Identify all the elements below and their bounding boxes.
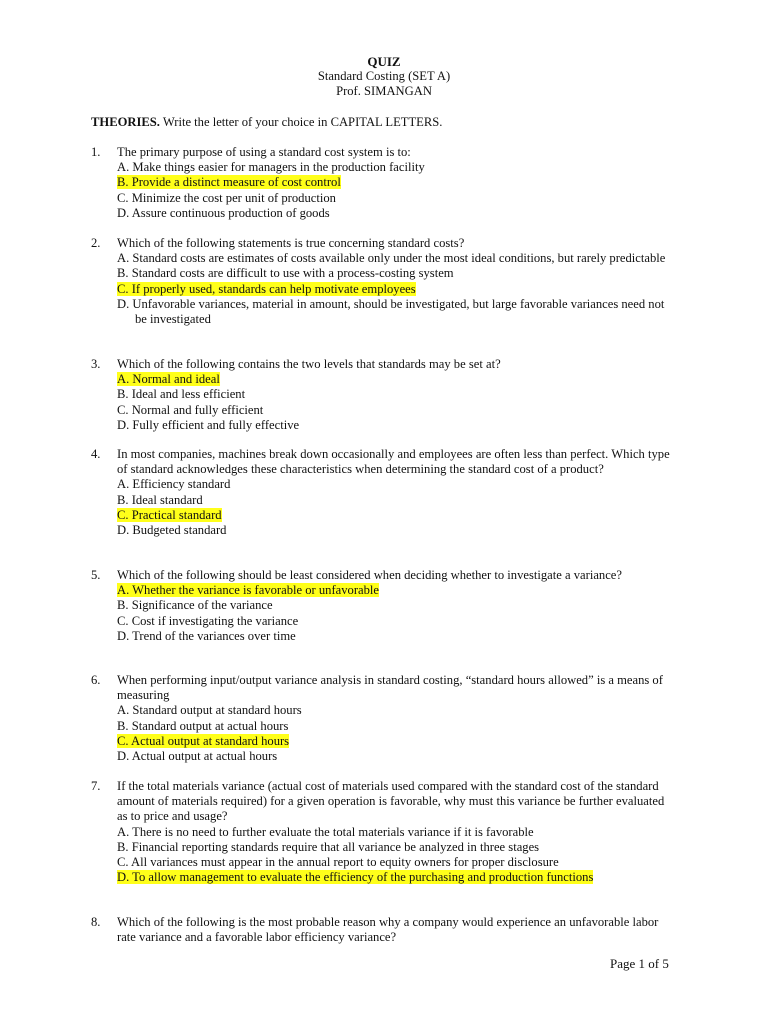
question-stem: Which of the following contains the two levels that standards may be set at? [117, 357, 501, 371]
answer-option-text: A. Efficiency standard [117, 477, 231, 492]
answer-option-text: D. Budgeted standard [117, 523, 227, 538]
answer-option [117, 855, 676, 870]
answer-option-text: C. Cost if investigating the variance [117, 613, 299, 628]
answer-option [117, 175, 676, 190]
answer-option-text: B. Significance of the variance [117, 598, 273, 613]
answer-option-text: C. Normal and fully efficient [117, 402, 264, 417]
answer-option-text: A. Standard costs are estimates of costs available only under the most ideal conditions, but rarely predictable [117, 251, 666, 266]
answer-option [117, 719, 676, 734]
answer-option [117, 493, 676, 508]
question-item [91, 673, 676, 764]
question-number: 3. [91, 357, 101, 371]
answer-option [117, 629, 676, 644]
answer-option [117, 403, 676, 418]
question-item [91, 915, 676, 945]
answer-option [117, 825, 676, 840]
question-item [91, 145, 676, 221]
answer-option-text: B. Standard output at actual hours [117, 718, 289, 733]
answer-option [117, 523, 676, 538]
answer-option-text: C. Minimize the cost per unit of production [117, 190, 336, 205]
answer-option-text: D. Trend of the variances over time [117, 628, 296, 643]
document-header [0, 54, 768, 100]
question-item [91, 357, 676, 433]
answer-option [117, 160, 676, 175]
answer-option [117, 870, 676, 885]
highlighted-answer: A. Whether the variance is favorable or unfavorable [117, 583, 380, 598]
question-stem: In most companies, machines break down occasionally and employees are often less than perfect. Which type of standard acknowledges these characteristics when determining the standard cost of a product? [117, 447, 670, 477]
question-item [91, 236, 676, 327]
highlighted-answer: B. Provide a distinct measure of cost control [117, 175, 341, 190]
answer-option-text: B. Financial reporting standards require that all variance be analyzed in three stages [117, 839, 540, 854]
highlighted-answer: D. To allow management to evaluate the efficiency of the purchasing and production functions [117, 870, 594, 885]
question-number: 2. [91, 236, 101, 250]
answer-option-text: A. There is no need to further evaluate the total materials variance if it is favorable [117, 824, 534, 839]
question-stem: The primary purpose of using a standard cost system is to: [117, 145, 411, 159]
answer-option [117, 372, 676, 387]
answer-option-text: A. Make things easier for managers in the production facility [117, 160, 425, 175]
answer-option [117, 191, 676, 206]
answer-option-text: D. Unfavorable variances, material in amount, should be investigated, but large favorable variances need not be investigated [117, 296, 665, 327]
question-item [91, 779, 676, 885]
answer-option [117, 266, 676, 281]
answer-option [117, 598, 676, 613]
answer-option [117, 418, 676, 433]
answer-option-text: D. Assure continuous production of goods [117, 205, 330, 220]
question-stem: When performing input/output variance analysis in standard costing, “standard hours allowed” is a means of measuring [117, 673, 663, 703]
answer-option [117, 251, 676, 266]
question-stem: If the total materials variance (actual cost of materials used compared with the standard cost of the standard amount of materials required) for a given operation is favorable, why must this variance be further evaluated as to price and usage? [117, 779, 665, 824]
question-stem: Which of the following is the most probable reason why a company would experience an unfavorable labor rate variance and a favorable labor efficiency variance? [117, 915, 659, 945]
answer-option [117, 703, 676, 718]
answer-option [117, 206, 676, 221]
answer-option [117, 477, 676, 492]
question-number: 5. [91, 568, 101, 582]
answer-option-text: B. Ideal standard [117, 492, 203, 507]
question-number: 1. [91, 145, 101, 159]
instructions [91, 115, 442, 130]
answer-option [117, 840, 676, 855]
professor-name: Prof. SIMANGAN [336, 84, 432, 99]
answer-option [117, 734, 676, 749]
highlighted-answer: C. Actual output at standard hours [117, 733, 290, 748]
answer-option-text: A. Standard output at standard hours [117, 703, 302, 718]
section-label: THEORIES. [91, 115, 160, 129]
highlighted-answer: C. If properly used, standards can help motivate employees [117, 281, 416, 296]
quiz-subtitle: Standard Costing (SET A) [317, 69, 451, 84]
highlighted-answer: C. Practical standard [117, 507, 222, 522]
answer-option [117, 282, 676, 297]
question-number: 7. [91, 779, 101, 793]
answer-option-text: B. Standard costs are difficult to use with a process-costing system [117, 266, 454, 281]
answer-option [117, 508, 676, 523]
answer-option [117, 297, 676, 327]
answer-option-text: B. Ideal and less efficient [117, 387, 246, 402]
answer-option [117, 583, 676, 598]
question-item [91, 447, 676, 538]
question-item [91, 568, 676, 644]
question-number: 4. [91, 447, 101, 461]
highlighted-answer: A. Normal and ideal [117, 372, 220, 387]
page-number: Page 1 of 5 [610, 956, 669, 971]
answer-option-text: D. Fully efficient and fully effective [117, 417, 300, 432]
question-number: 8. [91, 915, 101, 929]
answer-option-text: D. Actual output at actual hours [117, 749, 278, 764]
question-stem: Which of the following should be least considered when deciding whether to investigate a variance? [117, 568, 622, 582]
answer-option [117, 387, 676, 402]
question-stem: Which of the following statements is true concerning standard costs? [117, 236, 465, 250]
answer-option-text: C. All variances must appear in the annual report to equity owners for proper disclosure [117, 855, 559, 870]
answer-option [117, 749, 676, 764]
answer-option [117, 614, 676, 629]
instructions-text: Write the letter of your choice in CAPITAL LETTERS. [159, 115, 443, 129]
question-number: 6. [91, 673, 101, 687]
quiz-title: QUIZ [367, 54, 401, 69]
